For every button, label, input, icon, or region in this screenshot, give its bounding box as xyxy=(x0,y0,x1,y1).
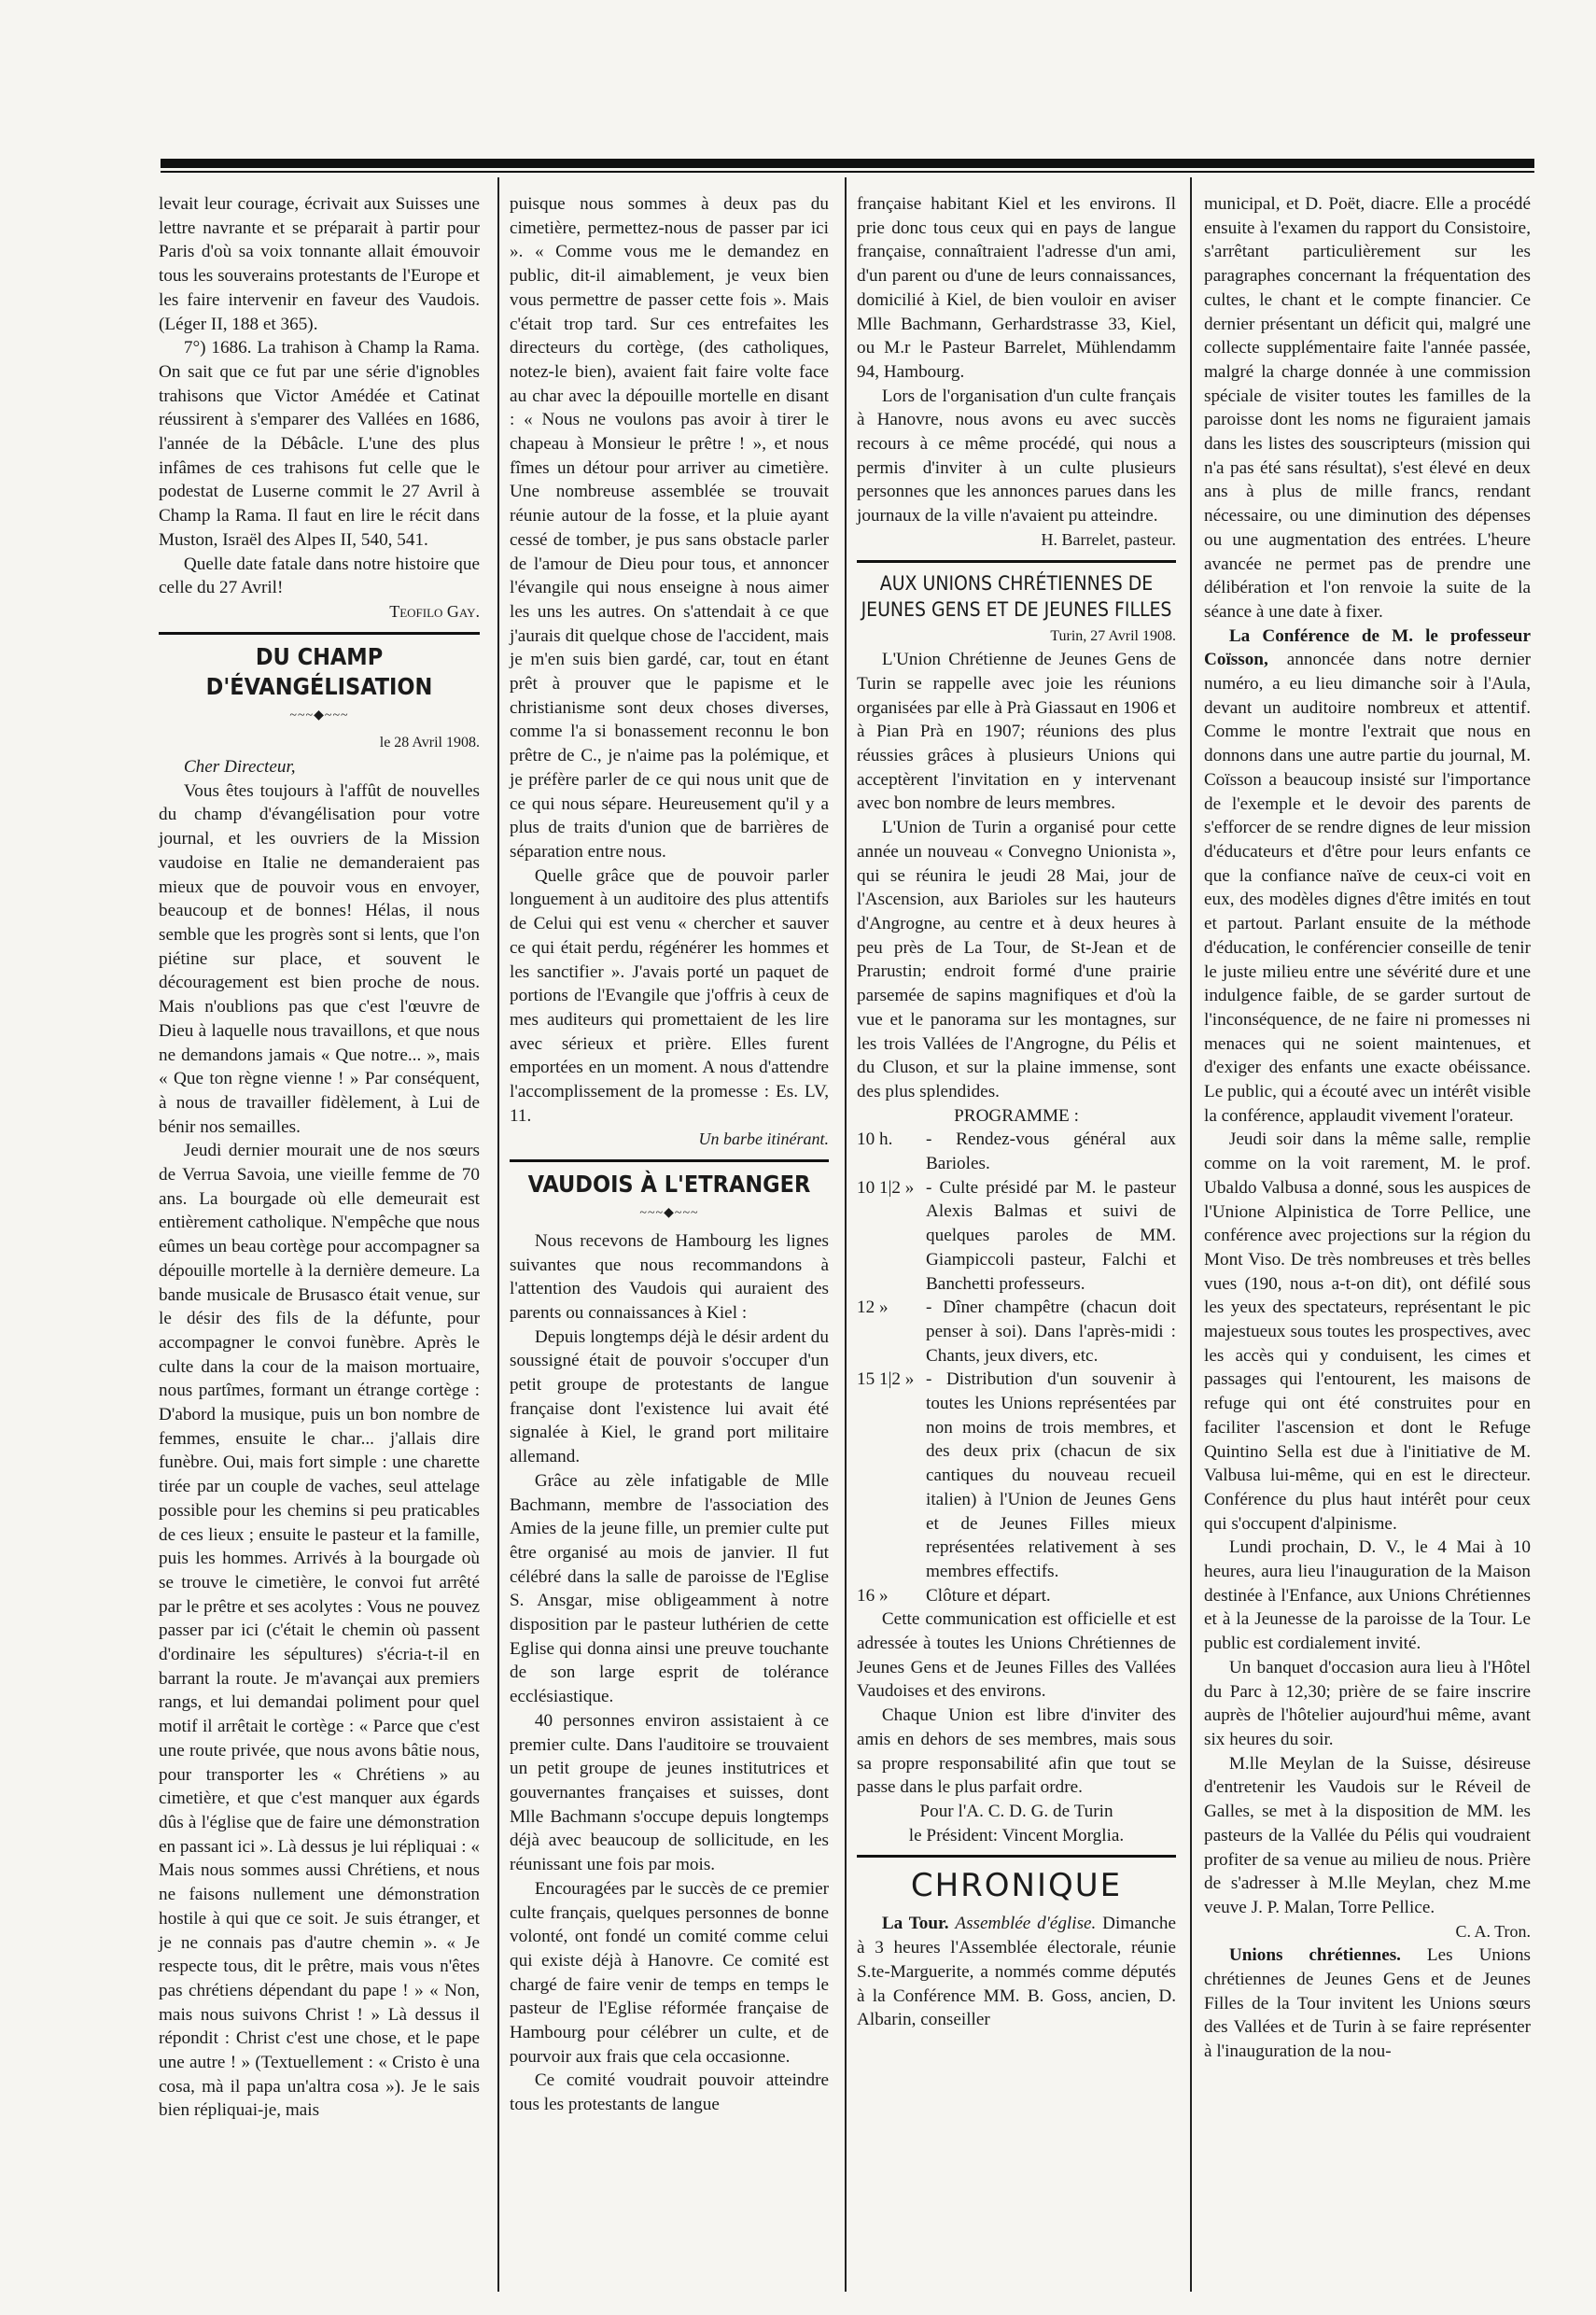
paragraph: puisque nous sommes à deux pas du cimetière, permettez-nous de passer par ici ». « Comme vous me le demandez en public, dit-il aimablement, je veux bien vous permettre de passer cette fois ». Mais c'était trop tard. Sur ces entrefaites les directeurs du cortège, (des catholiques, notez-le bien), avaient fait faire volte face au char avec la dépouille mortelle en disant : « Nous ne voulons pas avoir à tirer le chapeau à Monsieur le prêtre ! », et nous fîmes un détour pour arriver au cimetière. Une nombreuse assemblée se trouvait réunie autour de la fosse, et la pluie ayant cessé de tomber, je pus sans obstacle parler de l'amour de Dieu pour tous, et annoncer l'évangile qui nous enseigne à nous aimer les uns les autres. On s'attendait à ce que j'aurais dit quelque chose de l'accident, mais je m'en suis bien gardé, car, tout en étant prêt à prouver que le papisme et le christianisme sont deux choses diverses, comme l'a si bonassement reconnu le bon prêtre de C., je n'aime pas la polémique, et je préfère parler de ce qui nous unit que de ce qui nous sépare. Heureusement qu'il y a plus de traits d'union que de barrières de séparation entre nous. xyxy=(510,194,829,862)
signature: H. Barrelet, pasteur. xyxy=(1041,529,1176,549)
paragraph: Cette communication est officielle et est adressée à toutes les Unions Chrétiennes de Jeunes Gens et de Jeunes Filles des Vallées Vaudoises et des environs. xyxy=(857,1609,1176,1702)
paragraph-lead: La Tour. xyxy=(881,1914,949,1934)
paragraph: Depuis longtemps déjà le désir ardent du soussigné était de pouvoir s'occuper d'un petit groupe de protestants de langue française dont l'existence lui avait été signalée à Kiel, le grand port militaire allemand. xyxy=(510,1326,829,1467)
ornament-divider: ~~~◆~~~ xyxy=(289,708,349,723)
letter-date: le 28 Avril 1908. xyxy=(379,735,480,751)
paragraph-text: annoncée dans notre dernier numéro, a eu lieu dimanche soir à l'Aula, devant un auditoire nombreux et attentif. Comme le montre l'extrait que nous en donnons dans une autre partie du journal, M. Coïsson a beaucoup insisté sur l'importance de l'exemple et le devoir des parents de s'efforcer de se rendre dignes de leur mission d'éducateurs et d'être pour leurs enfants ce que la confiance naïve de ceux-ci voit en eux, des modèles dignes d'être imités en tout et partout. Parlant ensuite de la méthode d'éducation, le conférencier conseille de tenir le juste milieu entre une sévérité dure et une indulgence faible, de se garder surtout de l'inconséquence, de ne faire ni promesses ni menaces qui ne soient maintenues, et d'exiger des enfants une exacte obéissance. Le public, qui a écouté avec un intérêt visible la conférence, applaudit vivement l'orateur. xyxy=(1204,650,1531,1126)
paragraph-lead: Unions chrétiennes. xyxy=(1228,1945,1401,1966)
program-title: PROGRAMME : xyxy=(954,1105,1079,1126)
program-row xyxy=(857,1368,1176,1583)
paragraph: Jeudi soir dans la même salle, remplie comme on la voit rarement, M. le prof. Ubaldo Valbusa a donné, sous les auspices de l'Unione Alpinistica de Torre Pellice, une conférence avec projections sur la région du Mont Viso. De très nombreuses et très belles vues (190, nous a-t-on dit), ont défilé sous les yeux des spectateurs, représentant le pic majestueux sous toutes les prospectives, avec les accès qui y conduisent, les cimes et passages qui l'entourent, les maisons de refuge qui ont été construites pour en faciliter l'ascension et dont le Refuge Quintino Sella est due à l'initiative de M. Valbusa lui-même, qui en est le directeur. Conférence du plus haut intérêt pour ceux qui s'occupent d'alpinisme. xyxy=(1204,1129,1531,1534)
program-row xyxy=(857,1128,1176,1175)
column-1 xyxy=(159,192,480,2123)
program-row xyxy=(857,1176,1176,1297)
signature-line: Pour l'A. C. D. G. de Turin xyxy=(919,1802,1113,1821)
program-item: - Rendez-vous général aux Barioles. xyxy=(926,1129,1176,1174)
paragraph: L'Union de Turin a organisé pour cette année un nouveau « Convegno Unionista », qui se réunira le jeudi 28 Mai, jour de l'Ascension, aux Barioles sur les hauteurs d'Angrogne, au centre et à deux heures à peu près de La Tour, de St-Jean et de Prarustin; endroit formé d'une prairie parsemée de sapins magnifiques et d'où la vue et le panorama sur les montagnes, sur les trois Vallées de l'Angrogne, du Pélis et du Cluson, et sur la plaine immense, sont des plus splendides. xyxy=(857,818,1176,1101)
paragraph: L'Union Chrétienne de Jeunes Gens de Turin se rappelle avec joie les réunions organisées par elle à Prà Giassaut en 1906 et à Pian Prà en 1907; réunions des plus réussies grâces à plusieurs Unions qui acceptèrent l'invitation en y intervenant avec bon nombre de leurs membres. xyxy=(857,650,1176,814)
paragraph: Un banquet d'occasion aura lieu à l'Hôtel du Parc à 12,30; prière de se faire inscrire auprès de l'hôtelier aujourd'hui même, avant six heures du soir. xyxy=(1204,1657,1531,1749)
signature: Un barbe itinérant. xyxy=(698,1129,829,1149)
letter-date: Turin, 27 Avril 1908. xyxy=(1050,627,1176,644)
signature: C. A. Tron. xyxy=(1455,1921,1531,1941)
program-table xyxy=(857,1128,1176,1607)
paragraph: 40 personnes environ assistaient à ce premier culte. Dans l'auditoire se trouvaient un petit groupe de jeunes institutrices et gouvernantes françaises et suisses, dont Mlle Bachmann s'occupe depuis longtemps déjà avec beaucoup de sollicitude, en les réunissant une fois par mois. xyxy=(510,1710,829,1875)
program-time: 12 » xyxy=(857,1298,889,1318)
column-4 xyxy=(1204,192,1531,2064)
paragraph: levait leur courage, écrivait aux Suisses une lettre navrante et se préparait à partir pour Paris d'où sa voix tonnante allait émouvoir tous les souverains protestants de l'Europe et les faire intervenir en faveur des Vaudois. (Léger II, 188 et 365). xyxy=(159,194,480,334)
column-divider xyxy=(845,177,847,2292)
program-item: - Culte présidé par M. le pasteur Alexis Balmas et suivi de quelques paroles de MM. Giampiccoli pasteur, Falchi et Banchetti professeurs. xyxy=(926,1177,1176,1294)
section-heading: CHRONIQUE xyxy=(910,1867,1123,1905)
paragraph: Nous recevons de Hambourg les lignes suivantes que nous recommandons à l'attention des Vaudois qui auraient des parents ou connaissances à Kiel : xyxy=(510,1230,829,1323)
section-rule xyxy=(510,1159,829,1162)
program-time: 16 » xyxy=(857,1585,889,1606)
program-item: - Distribution d'un souvenir à toutes les Unions représentées par non moins de trois membres, et des deux prix (chacun de six cantiques du nouveau recueil italien) à l'Union de Jeunes Gens et de Jeunes Filles mieux représentées relativement à ses membres effectifs. xyxy=(926,1369,1176,1581)
program-time: 10 h. xyxy=(857,1129,893,1150)
paragraph: Jeudi dernier mourait une de nos sœurs de Verrua Savoia, une vieille femme de 70 ans. La bourgade où elle demeurait est entièrement catholique. N'empêche que nous eûmes un beau cortège pour accompagner sa dépouille mortelle à la dernière demeure. La bande musicale de Brusasco était venue, sur le désir des fils de la défunte, pour accompagner le convoi funèbre. Après le culte dans la cour de la maison mortuaire, nous partîmes, formant un étrange cortège : D'abord la musique, puis un bon nombre de femmes, ensuite le char... j'allais dire funèbre. Oui, mais fort simple : une charette tirée par un couple de vaches, seul attelage possible pour les chemins si peu praticables de ces lieux ; ensuite le pasteur et la famille, puis les hommes. Arrivés à la bourgade où se trouve le cimetière, le convoi fut arrêté par le prêtre et ses acolytes : Vous ne pouvez passer par ici (c'était le chemin où passent d'ordinaire les sépultures) s'écria-t-il en barrant la route. Je m'avançai aux premiers rangs, et lui demandai poliment pour quel motif il arrêtait le cortège : « Parce que c'est une route privée, que nous avons bâtie nous, pour transporter les « Chrétiens » au cimetière, et que c'est manquer aux égards dûs à l'église que de faire une démonstration en passant ici ». Là dessus je lui répliquai : « Mais nous sommes aussi Chrétiens, et nous ne faisons nullement une démonstration hostile à qui que ce soit. Je suis étranger, et je ne connais pas d'autre chemin ». « Je respecte tous, dit le prêtre, mais vous n'êtes pas chrétiens dépendant du pape ! » « Non, mais nous suivons Christ ! » Là dessus il répondit : Christ c'est une chose, et le pape une autre ! » (Textuellement : « Cristo è una cosa, mà il papa un'altra cosa »). Je le sais bien répliquai-je, mais xyxy=(159,1141,480,2121)
salutation: Cher Directeur, xyxy=(183,757,296,778)
paragraph: Quelle date fatale dans notre histoire que celle du 27 Avril! xyxy=(159,554,480,598)
paragraph: municipal, et D. Poët, diacre. Elle a procédé ensuite à l'examen du rapport du Consistoire, s'arrêtant particulièrement sur les paragraphes concernant la fréquentation des cultes, le chant et le compte financier. Ce dernier présentant un déficit qui, malgré une collecte supplémentaire faite l'année passée, malgré la charge donnée à une commission spéciale de visiter toutes les familles de la paroisse dont les noms ne figuraient jamais dans les listes des souscripteurs (mission qui n'a pas été sans résultat), s'est élevé en deux ans à plus de mille francs, rendant nécessaire, ou une diminution des dépenses ou une augmentation des entrées. L'heure avancée ne permet pas de prendre une délibération et l'on renvoie la suite de la séance à une date à fixer. xyxy=(1204,194,1531,622)
column-3 xyxy=(857,192,1176,2032)
signature: Teofilo Gay. xyxy=(389,601,480,621)
section-heading: DU CHAMP D'ÉVANGÉLISATION xyxy=(205,642,433,700)
paragraph: Vous êtes toujours à l'affût de nouvelles du champ d'évangélisation pour votre journal, et les ouvriers de la Mission vaudoise en Italie ne demanderaient pas mieux que de pouvoir vous en envoyer, beaucoup et de bonnes! Hélas, il nous semble que les progrès sont si lents, que l'on piétine sur place, et souvent le découragement est bien proche de nous. Mais n'oublions pas que c'est l'œuvre de Dieu à laquelle nous travaillons, et que nous ne demandons jamais « Que notre... », mais « Que ton règne vienne ! » Par conséquent, à nous de travailler fidèlement, à Lui de bénir nos semailles. xyxy=(159,780,480,1137)
paragraph: Lundi prochain, D. V., le 4 Mai à 10 heures, aura lieu l'inauguration de la Maison destinée à l'Enfance, aux Unions Chrétiennes et à la Jeunesse de la paroisse de la Tour. Le public est cordialement invité. xyxy=(1204,1537,1531,1654)
paragraph-subtitle: Assemblée d'église. xyxy=(955,1914,1097,1934)
section-rule xyxy=(857,560,1176,563)
program-item: - Dîner champêtre (chacun doit penser à soi). Dans l'après-midi : Chants, jeux divers, etc. xyxy=(926,1298,1176,1366)
signature-line: le Président: Vincent Morglia. xyxy=(908,1825,1125,1845)
section-rule xyxy=(159,632,480,635)
paragraph: Chaque Union est libre d'inviter des amis en dehors de ses membres, mais sous sa propre responsabilité afin que tout se passe dans le plus parfait ordre. xyxy=(857,1705,1176,1798)
paragraph-text: Les Unions chrétiennes de Jeunes Gens et de Jeunes Filles de la Tour invitent les Unions sœurs des Vallées et de Turin à se faire représenter à l'inauguration de la nou- xyxy=(1204,1945,1531,2062)
paragraph: 7°) 1686. La trahison à Champ la Rama. On sait que ce fut par une série d'ignobles trahisons que Victor Amédée et Catinat réussirent à s'emparer des Vallées en 1686, l'année de la Débâcle. L'une des plus infâmes de ces trahisons fut celle que le podestat de Luserne commit le 27 Avril à Champ la Rama. Il faut en lire le récit dans Muston, Israël des Alpes II, 540, 541. xyxy=(159,338,480,550)
paragraph: M.lle Meylan de la Suisse, désireuse d'entretenir les Vaudois sur le Réveil de Galles, se met à la disposition de MM. les pasteurs de la Vallée du Pélis qui voudraient profiter de sa venue au milieu de nous. Prière de s'adresser à M.lle Meylan, chez M.me veuve J. P. Malan, Torre Pellice. xyxy=(1204,1753,1531,1917)
paragraph: Quelle grâce que de pouvoir parler longuement à un auditoire des plus attentifs de Celui qui est venu « chercher et sauver ce qui était perdu, régénérer les hommes et les sanctifier ». J'avais porté un paquet de portions de l'Evangile que j'offris à ceux de mes auditeurs qui promettaient de les lire avec sérieux et prière. Elles furent emportées en un moment. A nous d'attendre l'accomplissement de la promesse : Es. LV, 11. xyxy=(510,865,829,1126)
paragraph: Lors de l'organisation d'un culte français à Hanovre, nous avons eu avec succès recours à ce même procédé, qui nous a permis d'inviter à un culte plusieurs personnes que les annonces parues dans les journaux de la ville n'avaient pu atteindre. xyxy=(857,386,1176,526)
section-heading: AUX UNIONS CHRÉTIENNES DE JEUNES GENS ET DE JEUNES FILLES xyxy=(861,571,1172,621)
paragraph: française habitant Kiel et les environs. Il prie donc tous ceux qui en pays de langue française, connaîtraient l'adresse d'un ami, d'un parent ou d'une de leurs connaissances, domicilié à Kiel, de bien vouloir en aviser Mlle Bachmann, Gerhardstrasse 33, Kiel, ou M.r le Pasteur Barrelet, Mühlendamm 94, Hambourg. xyxy=(857,194,1176,382)
column-divider xyxy=(497,177,499,2292)
top-rule xyxy=(161,159,1534,168)
column-divider xyxy=(1190,177,1192,2292)
paragraph-text: Dimanche à 3 heures l'Assemblée électorale, réunie S.te-Marguerite, a nommés comme députés à la Conférence MM. B. Goss, ancien, D. Albarin, conseiller xyxy=(857,1914,1176,2030)
paragraph: Grâce au zèle infatigable de Mlle Bachmann, membre de l'association des Amies de la jeune fille, un premier culte put être organisé au mois de janvier. Il fut célébré dans la salle de paroisse de l'Eglise S. Ansgar, mise obligeamment à notre disposition par le pasteur luthérien de cette Eglise qui donna ainsi une preuve touchante de son large esprit de tolérance ecclésiastique. xyxy=(510,1470,829,1707)
program-time: 15 1|2 » xyxy=(857,1369,915,1390)
ornament-divider: ~~~◆~~~ xyxy=(639,1206,699,1221)
program-row xyxy=(857,1296,1176,1368)
section-heading: VAUDOIS À L'ETRANGER xyxy=(527,1171,811,1199)
program-time: 10 1|2 » xyxy=(857,1177,915,1198)
column-2 xyxy=(510,192,829,2117)
top-rule-thin xyxy=(161,171,1534,173)
paragraph: Encouragées par le succès de ce premier culte français, quelques personnes de bonne volonté, ont fondé un comité comme celui qui existe déjà à Hanovre. Ce comité est chargé de faire venir de temps en temps le pasteur de l'Eglise réformée française de Hambourg pour célébrer un culte, et de pourvoir aux frais que cela occasionne. xyxy=(510,1878,829,2067)
program-item: Clôture et départ. xyxy=(926,1585,1051,1606)
section-rule xyxy=(857,1855,1176,1858)
program-row xyxy=(857,1584,1176,1608)
paragraph: Ce comité voudrait pouvoir atteindre tous les protestants de langue xyxy=(510,2070,829,2115)
paragraph-lead: La Conférence de M. le professeur Coïsson, xyxy=(1204,625,1531,670)
